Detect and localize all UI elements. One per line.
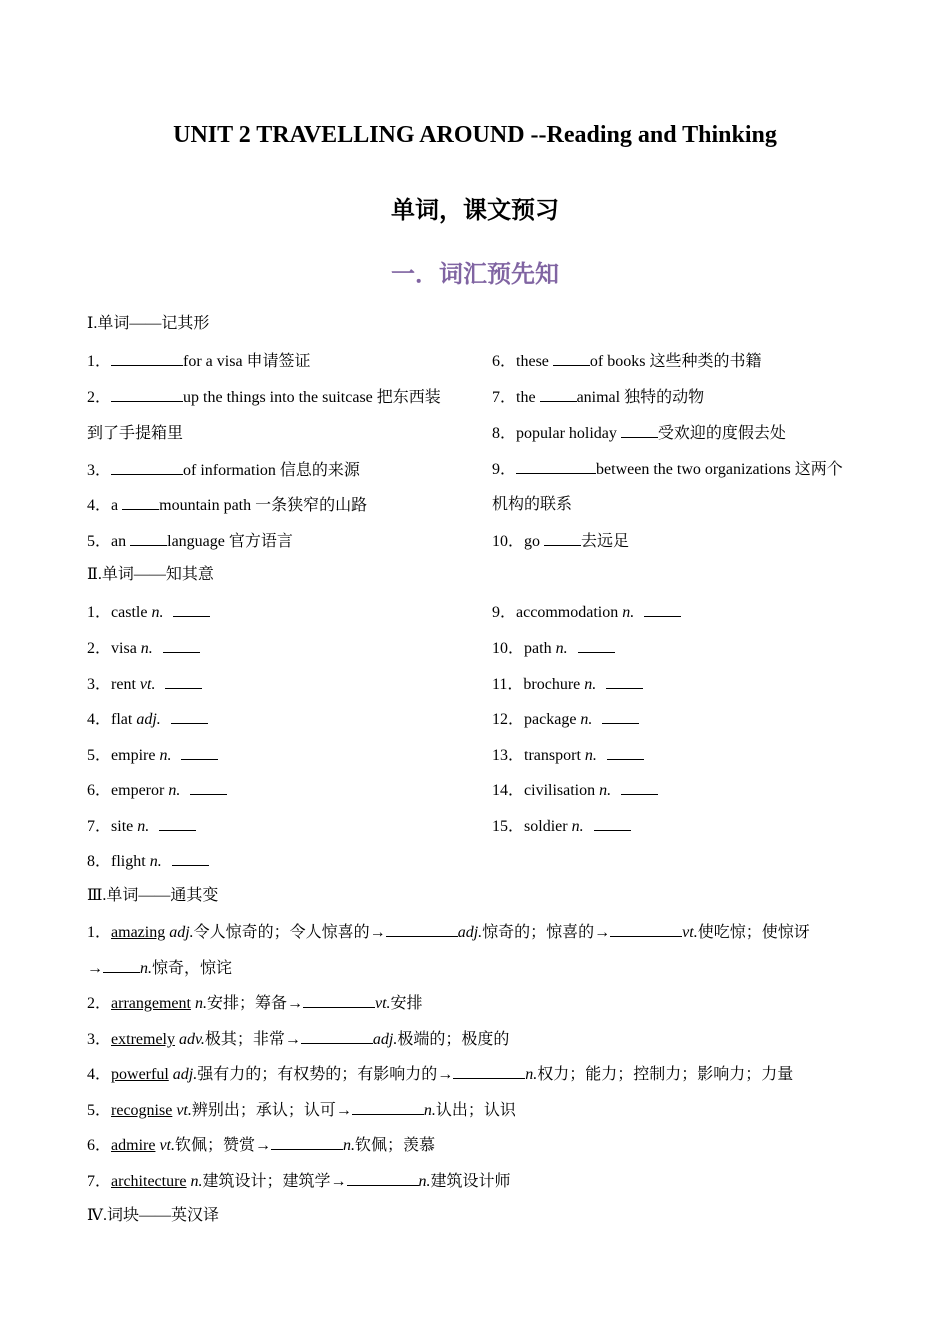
part2-item-10: 10．path n. bbox=[492, 637, 615, 659]
page-subtitle: 单词，课文预习 bbox=[391, 198, 559, 224]
part1-item-8: 8．popular holiday 受欢迎的度假去处 bbox=[492, 422, 786, 444]
part2-item-3: 3．rent vt. bbox=[87, 673, 202, 695]
answer-blank[interactable] bbox=[610, 921, 682, 937]
answer-blank[interactable] bbox=[130, 530, 167, 546]
answer-blank[interactable] bbox=[386, 921, 458, 937]
answer-blank[interactable] bbox=[165, 673, 202, 689]
part2-item-7: 7．site n. bbox=[87, 815, 196, 837]
part3-item-7: 7．architecture n.建筑设计；建筑学→ n.建筑设计师 bbox=[87, 1170, 511, 1192]
part3-item-2: 2．arrangement n.安排；筹备→ vt.安排 bbox=[87, 992, 423, 1014]
part2-item-12: 12．package n. bbox=[492, 708, 639, 730]
part1-item-5: 5．an language 官方语言 bbox=[87, 530, 293, 552]
part1-item-1: 1． for a visa 申请签证 bbox=[87, 350, 311, 372]
answer-blank[interactable] bbox=[173, 601, 210, 617]
part3-item-1: 1．amazing adj.令人惊奇的；令人惊喜的→ adj.惊奇的；惊喜的→ vt.使吃惊；使惊讶 bbox=[87, 921, 810, 943]
part1-item-2: 2． up the things into the suitcase 把东西装 bbox=[87, 386, 441, 408]
answer-blank[interactable] bbox=[347, 1170, 419, 1186]
part3-item-5: 5．recognise vt.辨别出；承认；认可→ n.认出；认识 bbox=[87, 1099, 516, 1121]
answer-blank[interactable] bbox=[172, 850, 209, 866]
answer-blank[interactable] bbox=[607, 744, 644, 760]
part2-item-9: 9．accommodation n. bbox=[492, 601, 681, 623]
answer-blank[interactable] bbox=[606, 673, 643, 689]
part3-item-3: 3．extremely adv.极其；非常→ adj.极端的；极度的 bbox=[87, 1028, 509, 1050]
answer-blank[interactable] bbox=[159, 815, 196, 831]
answer-blank[interactable] bbox=[111, 459, 183, 475]
answer-blank[interactable] bbox=[578, 637, 615, 653]
part2-item-6: 6．emperor n. bbox=[87, 779, 227, 801]
part3-item-6: 6．admire vt.钦佩；赞赏→ n.钦佩；羡慕 bbox=[87, 1134, 435, 1156]
part1-item-2-cont: 到了手提箱里 bbox=[87, 425, 184, 442]
answer-blank[interactable] bbox=[122, 494, 159, 510]
part4-heading: Ⅳ.词块——英汉译 bbox=[87, 1207, 219, 1224]
part1-item-6: 6．these of books 这些种类的书籍 bbox=[492, 350, 761, 372]
part2-item-2: 2．visa n. bbox=[87, 637, 200, 659]
answer-blank[interactable] bbox=[163, 637, 200, 653]
part3-heading: Ⅲ.单词——通其变 bbox=[87, 887, 219, 904]
part2-item-15: 15．soldier n. bbox=[492, 815, 631, 837]
part1-item-4: 4．a mountain path 一条狭窄的山路 bbox=[87, 494, 367, 516]
answer-blank[interactable] bbox=[544, 530, 581, 546]
answer-blank[interactable] bbox=[111, 386, 183, 402]
answer-blank[interactable] bbox=[621, 779, 658, 795]
answer-blank[interactable] bbox=[352, 1099, 424, 1115]
part2-item-13: 13．transport n. bbox=[492, 744, 644, 766]
answer-blank[interactable] bbox=[594, 815, 631, 831]
part2-item-1: 1．castle n. bbox=[87, 601, 210, 623]
part2-item-14: 14．civilisation n. bbox=[492, 779, 658, 801]
answer-blank[interactable] bbox=[103, 957, 140, 973]
answer-blank[interactable] bbox=[540, 386, 577, 402]
part2-item-5: 5．empire n. bbox=[87, 744, 218, 766]
part1-item-10: 10．go 去远足 bbox=[492, 530, 629, 552]
section-heading: 一．词汇预先知 bbox=[391, 262, 559, 288]
answer-blank[interactable] bbox=[301, 1028, 373, 1044]
part1-heading: Ⅰ.单词——记其形 bbox=[87, 315, 210, 332]
answer-blank[interactable] bbox=[171, 708, 208, 724]
part1-item-9: 9． between the two organizations 这两个 bbox=[492, 458, 843, 480]
part3-item-4: 4．powerful adj.强有力的；有权势的；有影响力的→ n.权力；能力；控制力；影响力；力量 bbox=[87, 1063, 793, 1085]
answer-blank[interactable] bbox=[453, 1063, 525, 1079]
answer-blank[interactable] bbox=[271, 1134, 343, 1150]
part1-item-3: 3． of information 信息的来源 bbox=[87, 459, 360, 481]
answer-blank[interactable] bbox=[644, 601, 681, 617]
part1-item-9-cont: 机构的联系 bbox=[492, 496, 573, 513]
answer-blank[interactable] bbox=[190, 779, 227, 795]
answer-blank[interactable] bbox=[111, 350, 183, 366]
answer-blank[interactable] bbox=[181, 744, 218, 760]
part2-heading: Ⅱ.单词——知其意 bbox=[87, 566, 214, 583]
answer-blank[interactable] bbox=[516, 458, 596, 474]
answer-blank[interactable] bbox=[621, 422, 658, 438]
answer-blank[interactable] bbox=[553, 350, 590, 366]
part2-item-8: 8．flight n. bbox=[87, 850, 209, 872]
answer-blank[interactable] bbox=[303, 992, 375, 1008]
part2-item-11: 11．brochure n. bbox=[492, 673, 643, 695]
part2-item-4: 4．flat adj. bbox=[87, 708, 208, 730]
page-title: UNIT 2 TRAVELLING AROUND --Reading and Thinking bbox=[173, 122, 777, 148]
part1-item-7: 7．the animal 独特的动物 bbox=[492, 386, 704, 408]
part3-item-1-cont: → n.惊奇，惊诧 bbox=[87, 957, 232, 979]
answer-blank[interactable] bbox=[602, 708, 639, 724]
